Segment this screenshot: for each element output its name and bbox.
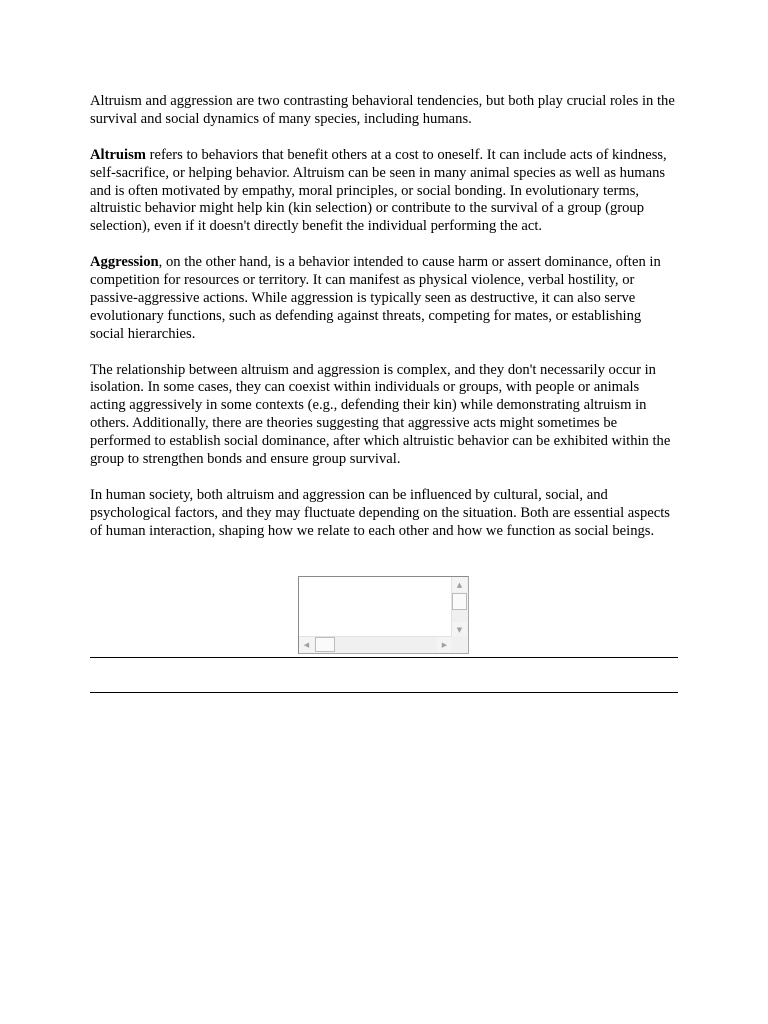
vertical-scrollbar[interactable] (451, 577, 468, 637)
intro-paragraph: Altruism and aggression are two contrasting behavioral tendencies, but both play crucial roles in the survival and social dynamics of many species, including humans. (90, 93, 675, 127)
horizontal-scroll-thumb[interactable] (315, 637, 335, 652)
text-area[interactable] (298, 576, 469, 654)
document-body (90, 93, 678, 558)
scroll-up-icon[interactable]: ▲ (452, 577, 467, 592)
scroll-right-icon[interactable]: ▶ (437, 637, 452, 652)
human-society-paragraph: In human society, both altruism and aggression can be influenced by cultural, social, and psychological factors, and they may fluctuate depending on the situation. Both are essential aspects of human interaction, shaping how we relate to each other and how we function as social beings. (90, 486, 670, 539)
horizontal-rule (90, 692, 678, 693)
aggression-term: Aggression (90, 254, 159, 271)
relationship-paragraph: The relationship between altruism and aggression is complex, and they don't necessarily occur in isolation. In some cases, they can coexist within individuals or groups, with people or animals acting aggressively in some contexts (e.g., defending their kin) while demonstrating altruism in others. Additionally, there are theories suggesting that aggressive acts might sometimes be performed to establish social dominance, after which altruistic behavior can be exhibited within the group to strengthen bonds and ensure group survival. (90, 361, 671, 468)
scroll-down-icon[interactable]: ▼ (452, 622, 467, 637)
altruism-paragraph (90, 147, 678, 237)
altruism-text: refers to behaviors that benefit others at a cost to oneself. It can include acts of kindness, self-sacrifice, or helping behavior. Altruism can be seen in many animal species as well as humans and is often motivated by empathy, moral principles, or social bonding. In evolutionary terms, altruistic behavior might help kin (kin selection) or contribute to the survival of a group (group selection), even if it doesn't directly benefit the individual performing the act. (90, 146, 667, 235)
aggression-paragraph (90, 254, 678, 344)
scroll-left-icon[interactable]: ◀ (299, 637, 314, 652)
aggression-text: , on the other hand, is a behavior intended to cause harm or assert dominance, often in competition for resources or territory. It can manifest as physical violence, verbal hostility, or passive-aggressive actions. While aggression is typically seen as destructive, it can also serve evolutionary functions, such as defending against threats, competing for mates, or establishing social hierarchies. (90, 254, 661, 342)
resize-corner[interactable] (451, 636, 468, 653)
horizontal-rule (90, 657, 678, 658)
horizontal-scrollbar[interactable] (299, 636, 452, 653)
vertical-scroll-thumb[interactable] (452, 593, 467, 610)
altruism-term: Altruism (90, 146, 146, 163)
